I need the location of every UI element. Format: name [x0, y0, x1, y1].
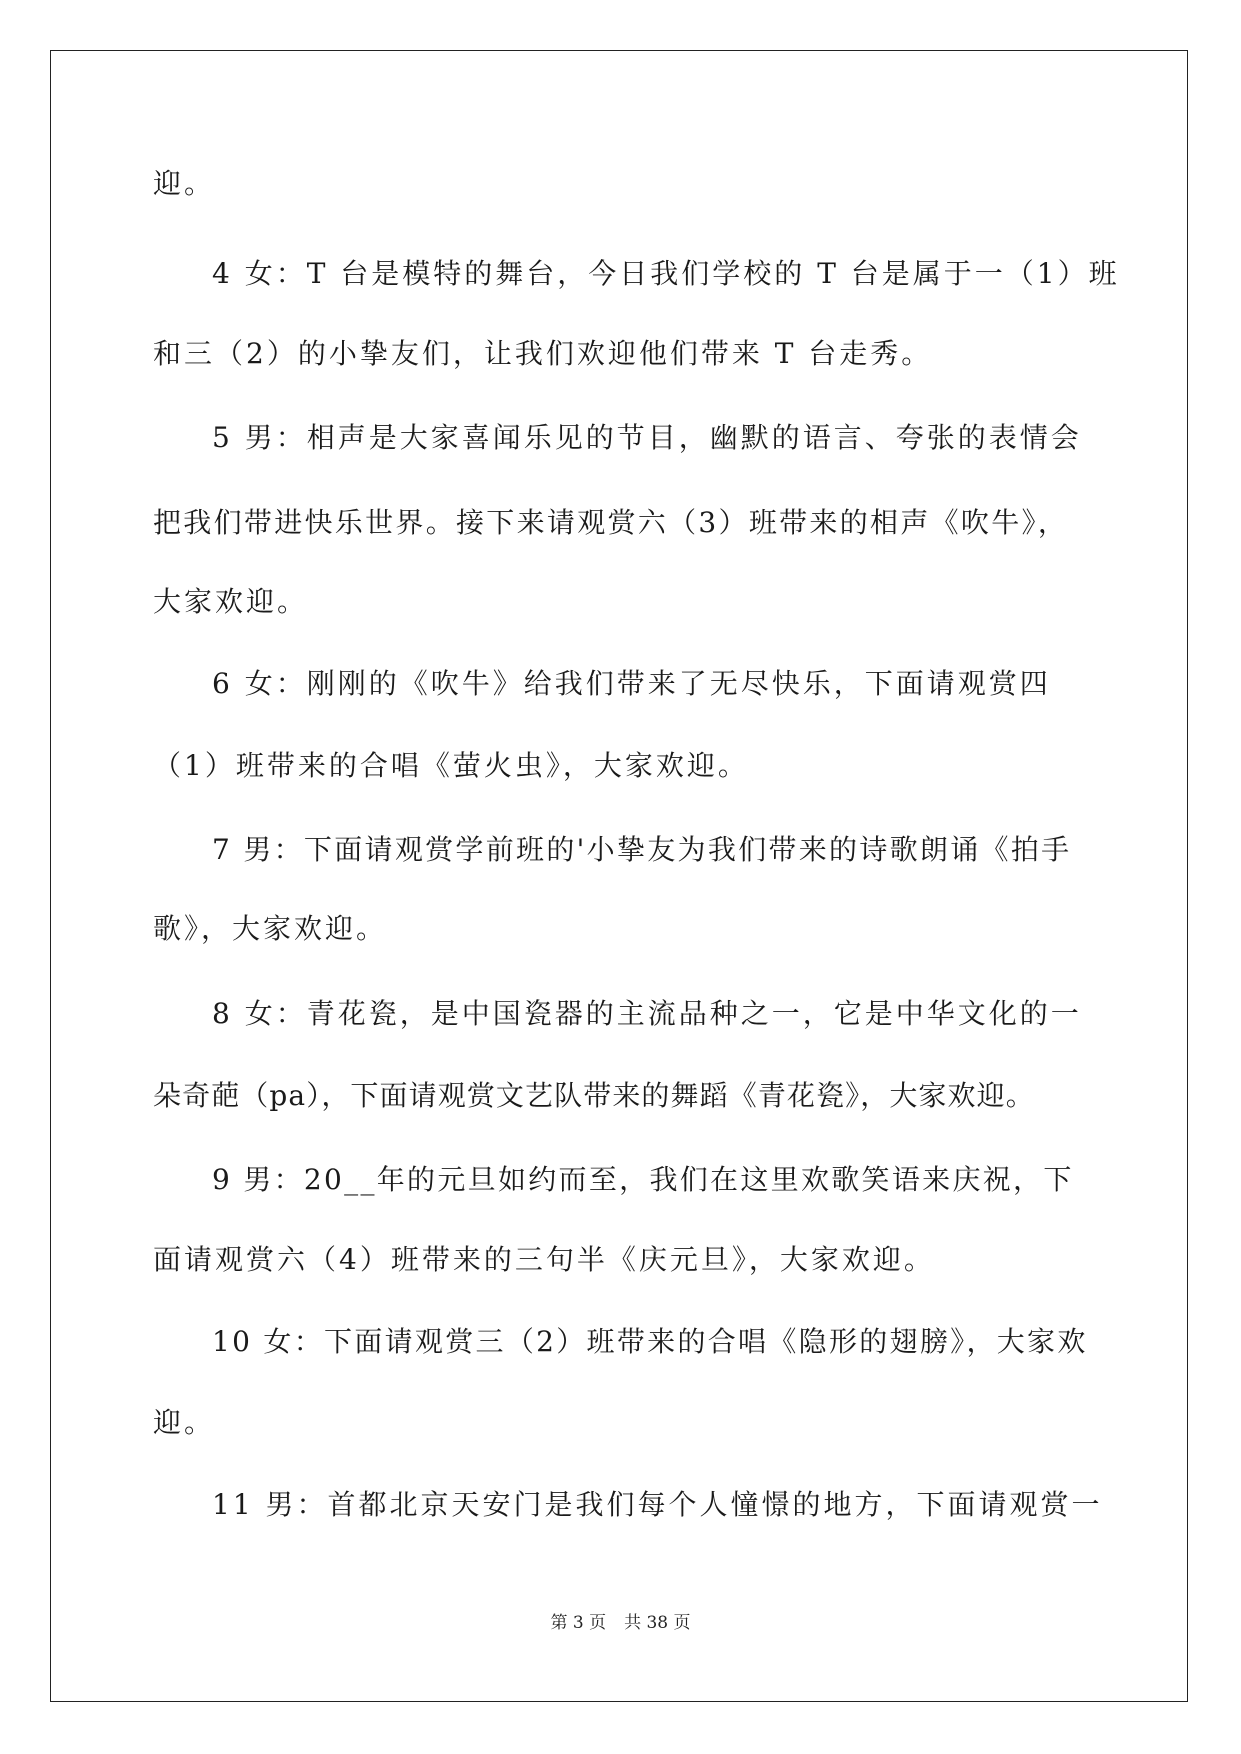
- text-line: 面请观赏六（4）班带来的三句半《庆元旦》，大家欢迎。: [153, 1243, 935, 1276]
- text-line: 9 男：20__年的元旦如约而至，我们在这里欢歌笑语来庆祝，下: [212, 1163, 1074, 1196]
- text-line: 6 女：刚刚的《吹牛》给我们带来了无尽快乐，下面请观赏四: [212, 667, 1051, 700]
- text-line: （1）班带来的合唱《萤火虫》，大家欢迎。: [153, 749, 749, 782]
- text-line: 10 女：下面请观赏三（2）班带来的合唱《隐形的翅膀》，大家欢: [212, 1325, 1088, 1358]
- text-line: 大家欢迎。: [153, 585, 309, 618]
- text-line: 歌》，大家欢迎。: [153, 912, 388, 945]
- text-line: 7 男：下面请观赏学前班的'小挚友为我们带来的诗歌朗诵《拍手: [212, 833, 1072, 866]
- text-line: 8 女：青花瓷，是中国瓷器的主流品种之一，它是中华文化的一: [212, 997, 1082, 1030]
- text-line: 迎。: [153, 167, 216, 200]
- text-line: 4 女：T 台是模特的舞台，今日我们学校的 T 台是属于一（1）班: [212, 257, 1120, 290]
- text-line: 5 男：相声是大家喜闻乐见的节目，幽默的语言、夸张的表情会: [212, 421, 1082, 454]
- text-line: 和三（2）的小挚友们，让我们欢迎他们带来 T 台走秀。: [153, 337, 933, 370]
- page-border: [50, 50, 1188, 1702]
- text-line: 迎。: [153, 1406, 216, 1439]
- text-line: 把我们带进快乐世界。接下来请观赏六（3）班带来的相声《吹牛》，: [153, 506, 1069, 539]
- page-number: 第 3 页: [550, 1613, 607, 1633]
- page-total: 共 38 页: [624, 1613, 691, 1633]
- page-footer: [0, 1612, 1241, 1634]
- text-line: 11 男：首都北京天安门是我们每个人憧憬的地方，下面请观赏一: [212, 1488, 1103, 1521]
- text-line: 朵奇葩（pa），下面请观赏文艺队带来的舞蹈《青花瓷》，大家欢迎。: [153, 1079, 1035, 1112]
